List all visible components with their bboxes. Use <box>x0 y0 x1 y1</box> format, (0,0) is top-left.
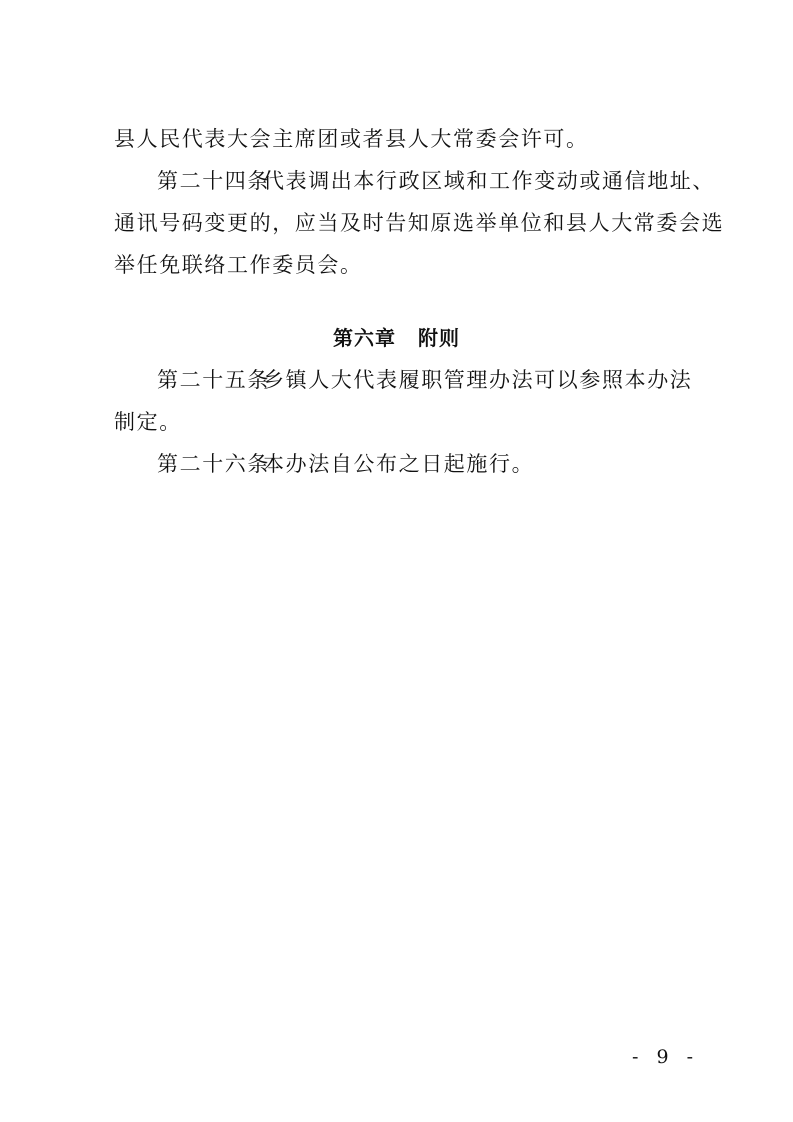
chapter-title: 附则 <box>418 326 460 350</box>
page-number: - 9 - <box>631 1046 699 1068</box>
article-number: 第二十五条 <box>157 368 270 392</box>
article-24-line <box>157 169 715 193</box>
paragraph-text: 通讯号码变更的，应当及时告知原选举单位和县人大常委会选 <box>114 211 725 235</box>
article-25-line <box>157 368 692 392</box>
article-26-line <box>157 452 534 476</box>
article-text: 本办法自公布之日起施行。 <box>263 452 535 476</box>
chapter-heading <box>0 326 793 350</box>
article-number: 第二十六条 <box>157 452 270 476</box>
paragraph-text: 县人民代表大会主席团或者县人大常委会许可。 <box>114 127 589 151</box>
article-text: 代表调出本行政区域和工作变动或通信地址、 <box>263 169 715 193</box>
article-text: 乡镇人大代表履职管理办法可以参照本办法 <box>263 368 693 392</box>
article-number: 第二十四条 <box>157 169 270 193</box>
paragraph-line <box>114 410 182 434</box>
paragraph-line <box>114 127 589 151</box>
chapter-number: 第六章 <box>333 326 396 350</box>
paragraph-line <box>114 253 363 277</box>
paragraph-text: 举任免联络工作委员会。 <box>114 253 363 277</box>
paragraph-text: 制定。 <box>114 410 182 434</box>
paragraph-line <box>114 211 724 235</box>
